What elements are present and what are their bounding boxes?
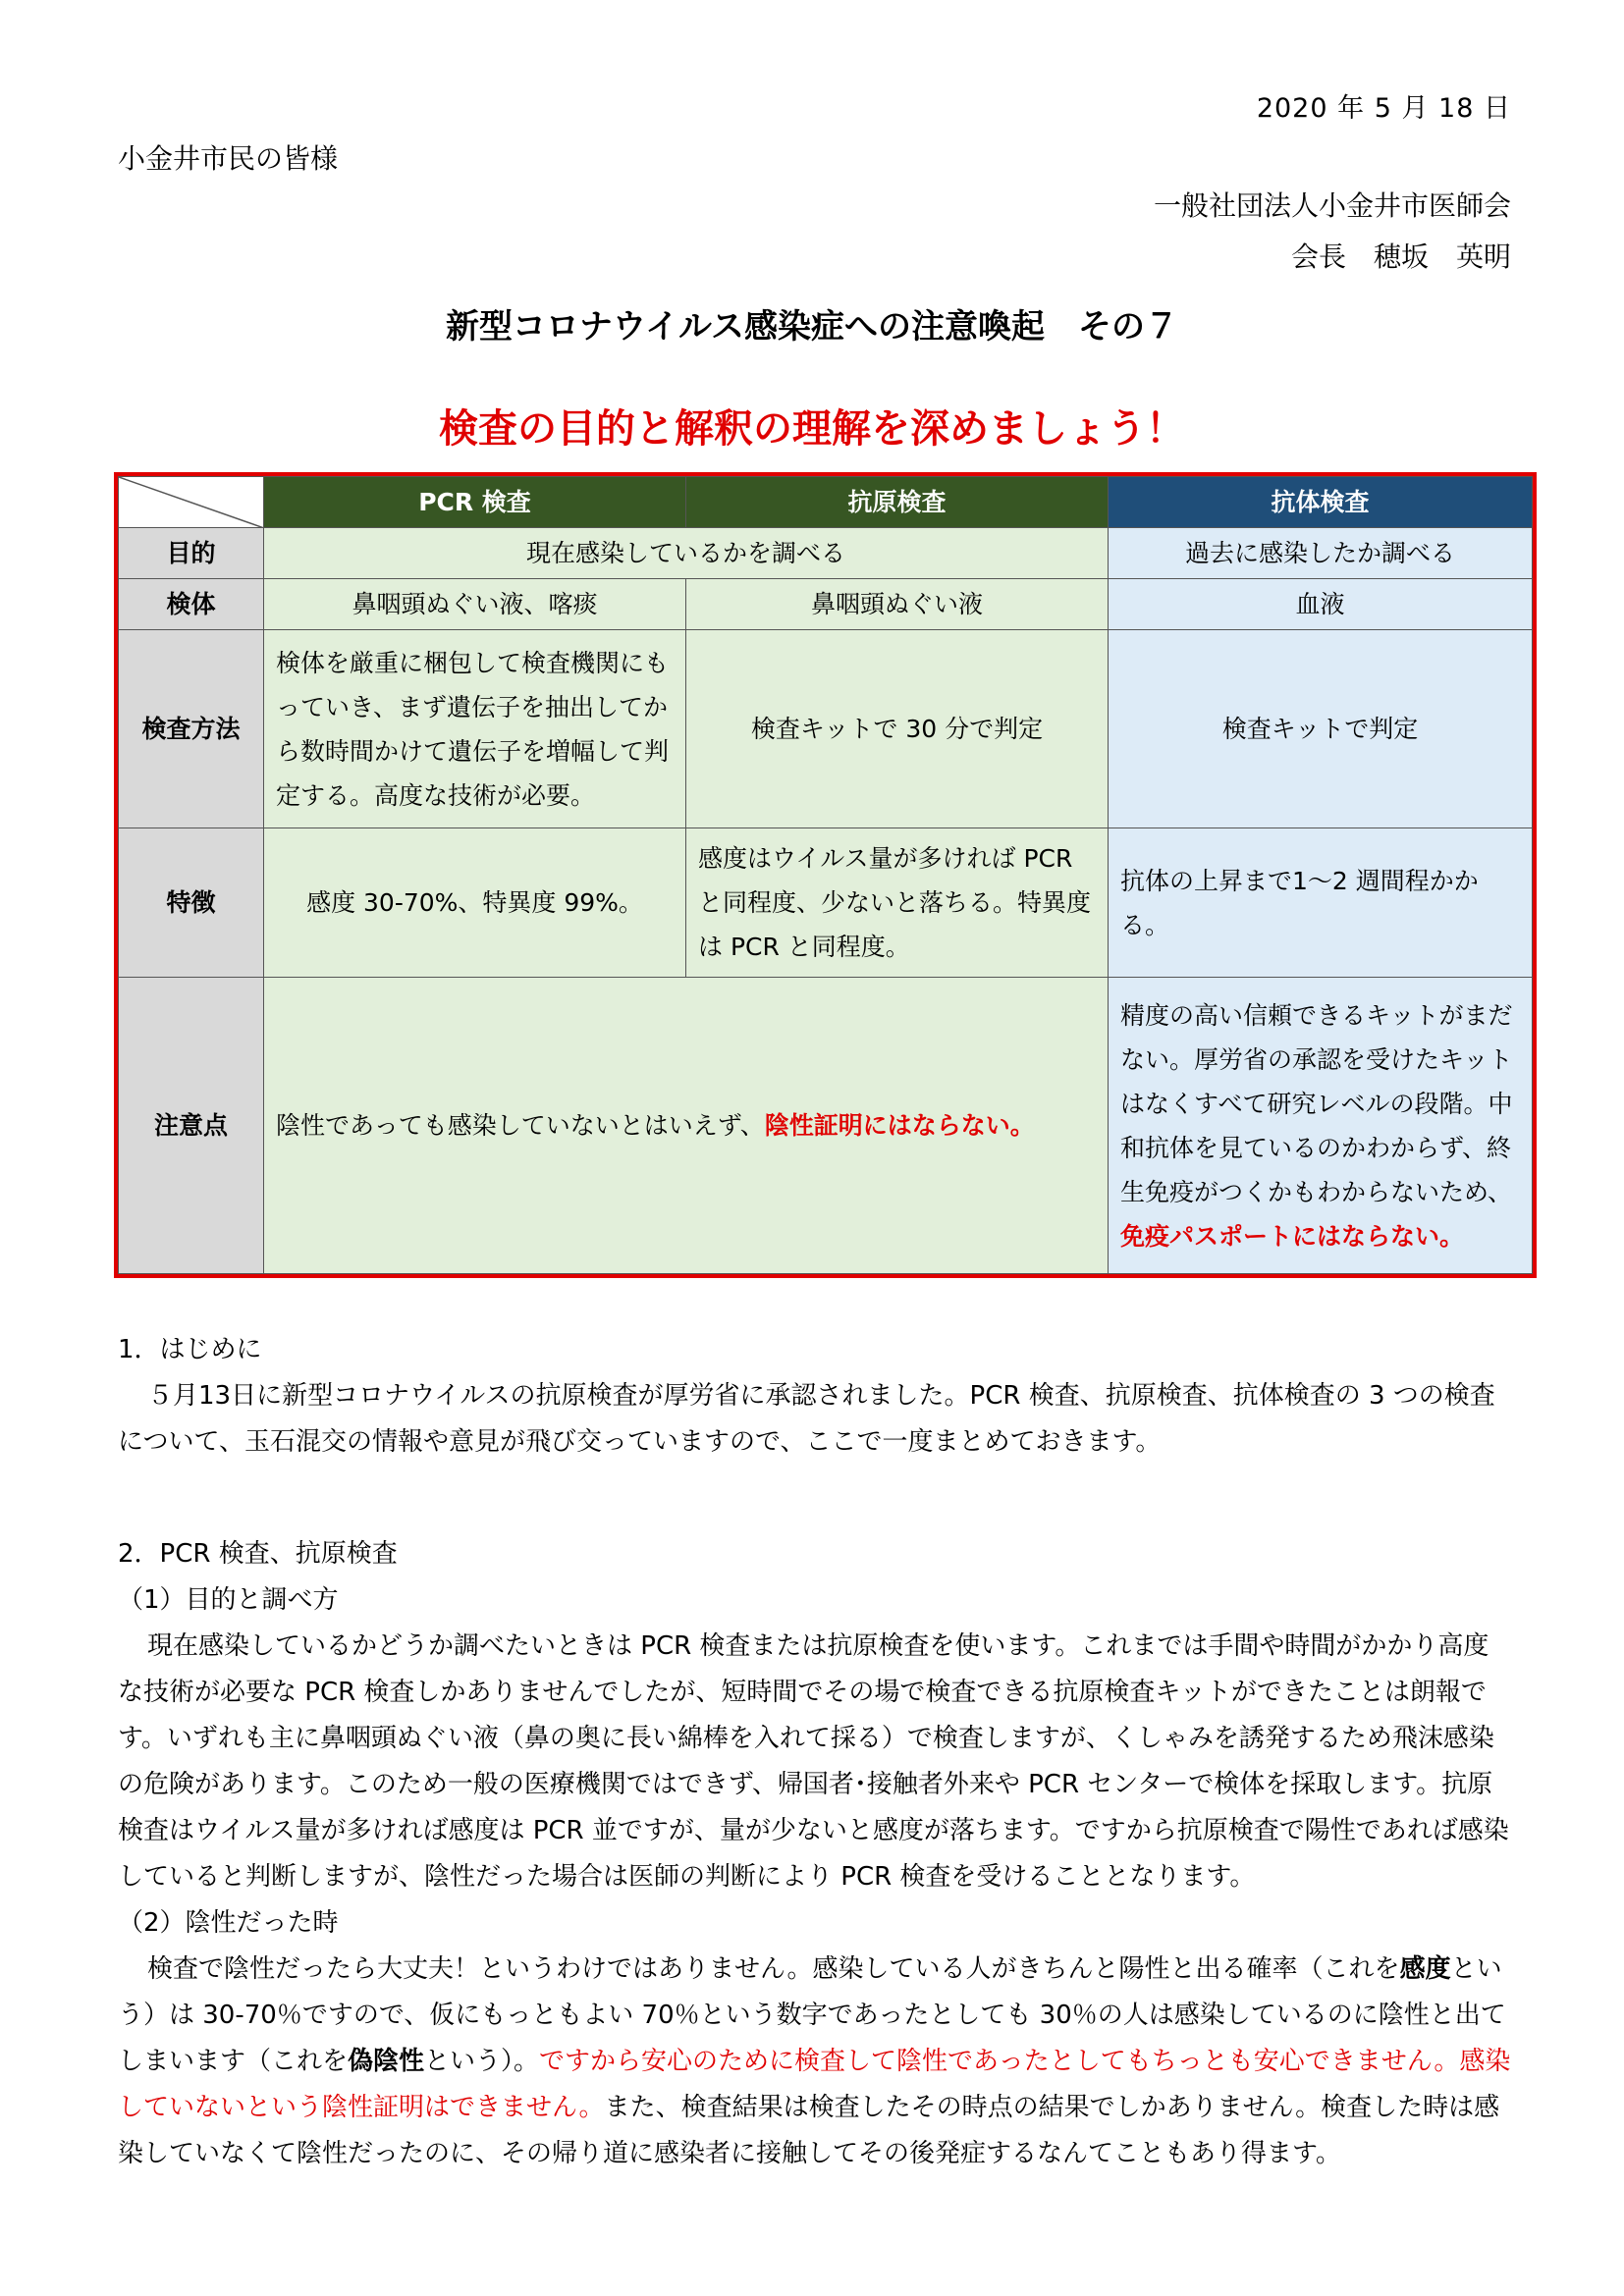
document-title: 新型コロナウイルス感染症への注意喚起 その７ <box>446 307 1178 347</box>
comparison-table <box>118 476 1533 1274</box>
method-antigen: 検査キットで 30 分で判定 <box>686 630 1109 828</box>
notes-antibody <box>1109 978 1533 1274</box>
header-pcr: PCR 検査 <box>264 477 686 528</box>
sub2-warning-text: ですから安心のために検査して陰性であったとしてもちっとも安心できません。感染していないという陰性証明はできません。 <box>118 2047 1511 2122</box>
section-2-sub1-text: 現在感染しているかどうか調べたいときは PCR 検査または抗原検査を使います。これまでは手間や時間がかかり高度な技術が必要な PCR 検査しかありませんでしたが、短時間でその場で検査できる抗原検査キットができたことは朗報です。いずれも主に鼻咽頭ぬぐい液（鼻の奥に長い綿棒を入れて採る）で検査しますが、くしゃみを誘発するため飛沫感染の危険があります。このため一般の医療機関ではできず、帰国者･接触者外来や PCR センターで検体を採取します。抗原検査はウイルス量が多ければ感度は PCR 並ですが、量が少ないと感度が落ちます。ですから抗原検査で陽性であれば感染していると判断しますが、陰性だった場合は医師の判断により PCR 検査を受けることとなります。 <box>118 1631 1509 1892</box>
header-antigen: 抗原検査 <box>686 477 1109 528</box>
row-label-specimen: 検体 <box>119 579 264 630</box>
method-antibody: 検査キットで判定 <box>1109 630 1533 828</box>
sub2-text-f: また、検査結果は検査したその時点の結果でしかありません。検査した時は感染していなくて陰性だったのに、その帰り道に感染者に接触してその後発症するなんてこともあり得ます。 <box>118 2093 1500 2168</box>
purpose-pcr-antigen: 現在感染しているかを調べる <box>264 528 1109 579</box>
section-2-sub2-text <box>118 1947 1512 2177</box>
section-2 <box>118 1531 1512 2177</box>
section-1-heading: 1．はじめに <box>118 1335 262 1364</box>
notes-antibody-warning: 免疫パスポートにはならない。 <box>1120 1221 1465 1251</box>
section-1-text: ５月13日に新型コロナウイルスの抗原検査が厚労省に承認されました。PCR 検査、抗原検査、抗体検査の 3 つの検査について、玉石混交の情報や意見が飛び交っていますので、ここで一度まとめておきます。 <box>118 1381 1495 1457</box>
row-label-features: 特徴 <box>119 828 264 978</box>
specimen-antigen: 鼻咽頭ぬぐい液 <box>686 579 1109 630</box>
notes-pcr-antigen-warning: 陰性証明にはならない。 <box>764 1111 1035 1140</box>
diagonal-line-icon <box>119 477 264 528</box>
president-name: 会長 穂坂 英明 <box>1290 240 1511 273</box>
specimen-pcr: 鼻咽頭ぬぐい液、喀痰 <box>264 579 686 630</box>
method-pcr: 検体を厳重に梱包して検査機関にもっていき、まず遺伝子を抽出してから数時間かけて遺伝子を増幅して判定する。高度な技術が必要。 <box>264 630 686 828</box>
section-2-heading: 2．PCR 検査、抗原検査 <box>118 1539 398 1569</box>
notes-pcr-antigen-text: 陰性であっても感染していないとはいえず、 <box>276 1111 765 1140</box>
term-false-negative: 偽陰性 <box>348 2047 425 2076</box>
sub2-text-e: という）。 <box>424 2047 540 2076</box>
features-pcr: 感度 30-70%、特異度 99%。 <box>264 828 686 978</box>
addressee: 小金井市民の皆様 <box>118 142 339 175</box>
section-1 <box>118 1327 1512 1466</box>
term-sensitivity: 感度 <box>1399 1954 1451 1984</box>
sub2-text-c: という）は 30-70％ですので、仮にもっともよい 70％という数字であったとしても 30％の人は感染しているのに陰性と出てしまいます（これを <box>118 1954 1506 2076</box>
notes-antibody-text: 精度の高い信頼できるキットがまだない。厚労省の承認を受けたキットはなくすべて研究レベルの段階。中和抗体を見ているのかわからず、終生免疫がつくかもわからないため、 <box>1120 1000 1513 1206</box>
notes-pcr-antigen <box>264 978 1109 1274</box>
organization-name: 一般社団法人小金井市医師会 <box>1153 189 1511 222</box>
row-label-method: 検査方法 <box>119 630 264 828</box>
section-2-sub2-heading: （2）陰性だった時 <box>118 1908 339 1938</box>
section-2-sub1-heading: （1）目的と調べ方 <box>118 1585 339 1615</box>
row-label-purpose: 目的 <box>119 528 264 579</box>
row-label-notes: 注意点 <box>119 978 264 1274</box>
header-antibody: 抗体検査 <box>1109 477 1533 528</box>
purpose-antibody: 過去に感染したか調べる <box>1109 528 1533 579</box>
sub2-text-a: 検査で陰性だったら大丈夫！というわけではありません。感染している人がきちんと陽性と出る確率（これを <box>147 1954 1400 1984</box>
document-subtitle: 検査の目的と解釈の理解を深めましょう！ <box>439 406 1185 452</box>
features-antigen: 感度はウイルス量が多ければ PCR と同程度、少ないと落ちる。特異度は PCR と同程度。 <box>686 828 1109 978</box>
corner-cell <box>119 477 264 528</box>
document-date: 2020 年 5 月 18 日 <box>1256 93 1511 124</box>
features-antibody: 抗体の上昇まで1～2 週間程かかる。 <box>1109 828 1533 978</box>
specimen-antibody: 血液 <box>1109 579 1533 630</box>
